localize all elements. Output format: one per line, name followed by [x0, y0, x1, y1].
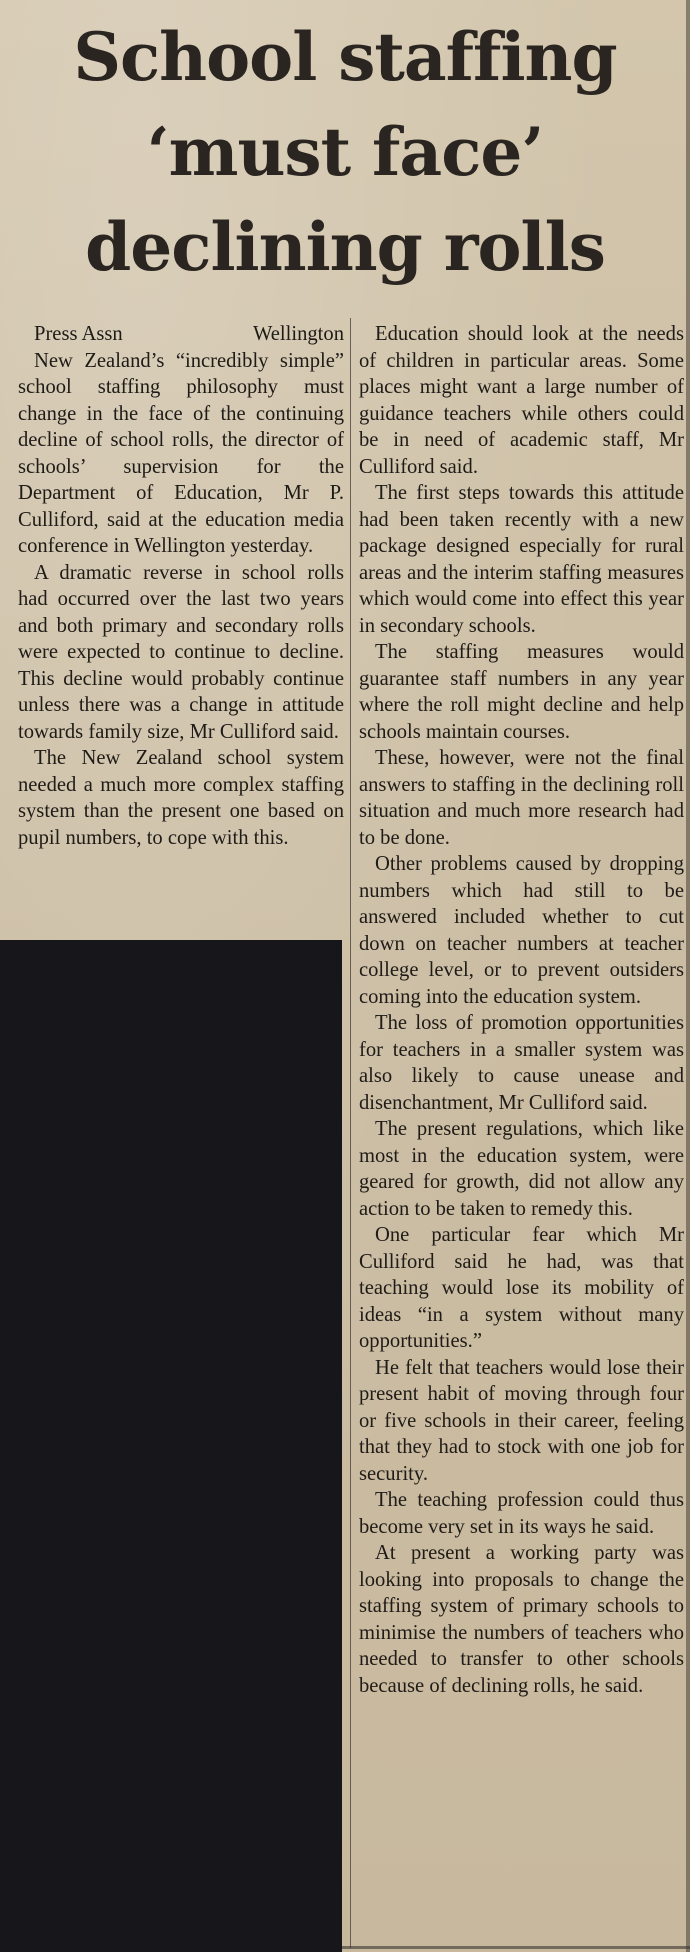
bottom-rule — [342, 1946, 690, 1949]
headline-line-3: declining rolls — [85, 208, 605, 286]
clipping-edge — [686, 0, 690, 1952]
paragraph: Other problems caused by dropping numbers which had still to be answered included whether to cut down on teacher numbers at teacher college level, or to prevent outsiders coming into the education system. — [359, 853, 684, 1008]
paragraph: He felt that teachers would lose their present habit of moving through four or five schools in their career, feeling that they had to stock with one job for security. — [359, 1356, 684, 1485]
scan-background-block — [0, 940, 342, 1952]
paragraph: These, however, were not the final answers to staffing in the declining roll situation and much more research had to be done. — [359, 747, 684, 849]
byline-place: Wellington — [252, 323, 344, 345]
paragraph: The present regulations, which like most in the education system, were geared for growth, did not allow any action to be taken to remedy this. — [359, 1118, 684, 1220]
paragraph: The staffing measures would guarantee staff numbers in any year where the roll might decline and help schools maintain courses. — [359, 641, 684, 743]
paragraph: The loss of promotion opportunities for teachers in a smaller system was also likely to cause unease and disenchantment, Mr Culliford said. — [359, 1012, 684, 1114]
paragraph: The first steps towards this attitude had been taken recently with a new package designed especially for rural areas and the interim staffing measures which would come into effect this year in secondary schools. — [359, 482, 684, 637]
paragraph: A dramatic reverse in school rolls had occurred over the last two years and both primary and secondary rolls were expected to continue to decline. This decline would probably continue unless there was a change in attitude towards family size, Mr Culliford said. — [18, 561, 344, 743]
article-column-right — [359, 321, 684, 1699]
paragraph: New Zealand’s “incredibly simple” school staffing philosophy must change in the face of the continuing decline of school rolls, the director of schools’ supervision for the Department of Education, Mr P. Culliford, said at the education media conference in Wellington yesterday. — [18, 349, 344, 557]
column-divider — [350, 318, 351, 1948]
paragraph: The New Zealand school system needed a much more complex staffing system than the present one based on pupil numbers, to cope with this. — [18, 747, 344, 849]
paragraph: The teaching profession could thus become very set in its ways he said. — [359, 1489, 684, 1538]
paragraph: Education should look at the needs of children in particular areas. Some places might want a large number of guidance teachers while others could be in need of academic staff, Mr Culliford said. — [359, 323, 684, 478]
byline — [18, 321, 344, 348]
paragraph: At present a working party was looking into proposals to change the staffing system of primary schools to minimise the numbers of teachers who needed to transfer to other schools because of declining rolls, he said. — [359, 1542, 684, 1697]
paragraph: One particular fear which Mr Culliford said he had, was that teaching would lose its mobility of ideas “in a system without many opportunities.” — [359, 1224, 684, 1352]
byline-agency: Press Assn — [34, 323, 123, 345]
headline — [0, 10, 690, 295]
headline-line-2: ‘must face’ — [146, 113, 544, 191]
article-column-left — [18, 321, 344, 851]
headline-line-1: School staffing — [73, 18, 617, 96]
